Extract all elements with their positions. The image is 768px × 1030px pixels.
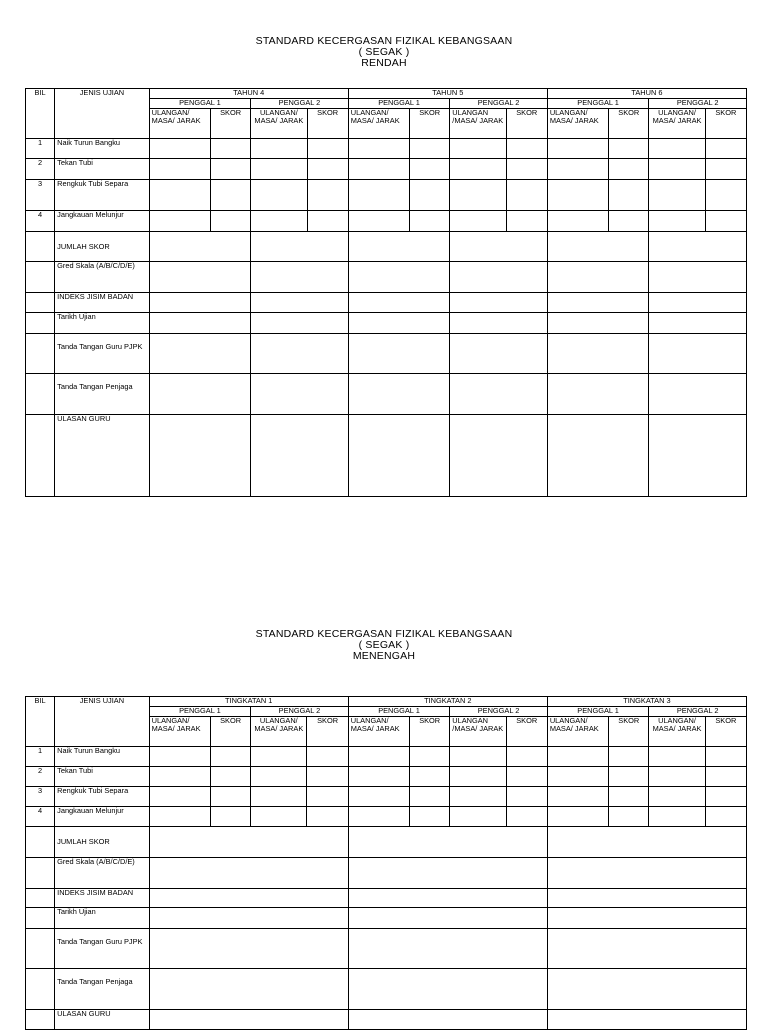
- entry-cell[interactable]: [149, 312, 251, 333]
- segak-table-rendah: [25, 88, 747, 497]
- entry-cell[interactable]: [705, 807, 746, 827]
- summary-label: Tanda Tangan Guru PJPK: [55, 929, 150, 969]
- entry-cell[interactable]: [348, 767, 409, 787]
- entry-cell[interactable]: [410, 787, 450, 807]
- penggal-header: PENGGAL 2: [251, 99, 349, 109]
- entry-cell[interactable]: [149, 767, 210, 787]
- entry-cell[interactable]: [410, 139, 450, 159]
- entry-cell[interactable]: [450, 262, 548, 293]
- table-row: [26, 827, 747, 858]
- skor-header: SKOR: [506, 109, 547, 139]
- entry-cell[interactable]: [307, 787, 348, 807]
- entry-cell[interactable]: [450, 807, 506, 827]
- skor-header: SKOR: [705, 717, 746, 747]
- entry-cell[interactable]: [149, 231, 251, 261]
- table-row: [26, 889, 747, 908]
- entry-cell[interactable]: [506, 179, 547, 210]
- entry-cell[interactable]: [251, 210, 307, 231]
- skor-header: SKOR: [211, 109, 251, 139]
- year-header: TAHUN 5: [348, 89, 547, 99]
- test-number: 3: [26, 787, 55, 807]
- penggal-header: PENGGAL 1: [348, 707, 450, 717]
- entry-cell[interactable]: [210, 747, 250, 767]
- col-bil-header: BIL: [26, 697, 55, 747]
- entry-cell[interactable]: [251, 231, 349, 261]
- entry-cell[interactable]: [450, 415, 548, 497]
- entry-cell[interactable]: [450, 139, 506, 159]
- table-row: [26, 179, 747, 210]
- entry-cell[interactable]: [251, 139, 307, 159]
- entry-cell[interactable]: [348, 415, 450, 497]
- entry-cell[interactable]: [450, 787, 506, 807]
- entry-cell[interactable]: [547, 1010, 746, 1030]
- entry-cell[interactable]: [547, 210, 608, 231]
- entry-cell[interactable]: [506, 767, 547, 787]
- form-subtitle: ( SEGAK ): [358, 639, 410, 651]
- skor-header: SKOR: [506, 717, 547, 747]
- table-row: [26, 787, 747, 807]
- entry-cell[interactable]: [348, 969, 547, 1010]
- entry-cell[interactable]: [705, 139, 746, 159]
- entry-cell[interactable]: [547, 415, 649, 497]
- entry-cell[interactable]: [609, 159, 649, 179]
- entry-cell[interactable]: [210, 787, 250, 807]
- entry-cell[interactable]: [348, 179, 409, 210]
- entry-cell[interactable]: [705, 179, 746, 210]
- form-title: STANDARD KECERGASAN FIZIKAL KEBANGSAAN: [255, 35, 513, 47]
- entry-cell[interactable]: [649, 787, 705, 807]
- entry-cell[interactable]: [251, 179, 307, 210]
- entry-cell[interactable]: [649, 210, 705, 231]
- test-number: 1: [26, 747, 55, 767]
- entry-cell[interactable]: [348, 827, 547, 858]
- entry-cell[interactable]: [149, 373, 251, 414]
- entry-cell[interactable]: [450, 373, 548, 414]
- penggal-header: PENGGAL 2: [450, 99, 548, 109]
- entry-cell[interactable]: [649, 767, 705, 787]
- entry-cell[interactable]: [348, 373, 450, 414]
- entry-cell[interactable]: [547, 767, 608, 787]
- entry-cell[interactable]: [506, 807, 547, 827]
- test-number: 4: [26, 807, 55, 827]
- skor-header: SKOR: [609, 717, 649, 747]
- title-block-rendah: [0, 36, 768, 69]
- entry-cell[interactable]: [348, 807, 409, 827]
- entry-cell[interactable]: [149, 807, 210, 827]
- entry-cell[interactable]: [251, 807, 307, 827]
- ulangan-header: ULANGAN/ MASA/ JARAK: [149, 717, 210, 747]
- summary-label: Gred Skala (A/B/C/D/E): [55, 858, 150, 889]
- entry-cell[interactable]: [348, 929, 547, 969]
- skor-header: SKOR: [410, 109, 450, 139]
- entry-cell[interactable]: [348, 787, 409, 807]
- entry-cell[interactable]: [547, 179, 608, 210]
- entry-cell[interactable]: [649, 231, 747, 261]
- test-number: 4: [26, 210, 55, 231]
- skor-header: SKOR: [410, 717, 450, 747]
- entry-cell[interactable]: [211, 139, 251, 159]
- entry-cell[interactable]: [609, 767, 649, 787]
- entry-cell[interactable]: [547, 969, 746, 1010]
- year-header: TINGKATAN 2: [348, 697, 547, 707]
- entry-cell[interactable]: [649, 159, 705, 179]
- ulangan-header: ULANGAN/ MASA/ JARAK: [149, 109, 210, 139]
- entry-cell[interactable]: [450, 159, 506, 179]
- entry-cell[interactable]: [149, 159, 210, 179]
- entry-cell[interactable]: [251, 262, 349, 293]
- summary-label: Gred Skala (A/B/C/D/E): [55, 262, 150, 293]
- summary-label: ULASAN GURU: [55, 1010, 150, 1030]
- entry-cell[interactable]: [149, 262, 251, 293]
- table-row: [26, 312, 747, 333]
- table-row: [26, 747, 747, 767]
- entry-cell[interactable]: [149, 333, 251, 373]
- entry-cell[interactable]: [307, 767, 348, 787]
- table-row: [26, 159, 747, 179]
- entry-cell[interactable]: [506, 787, 547, 807]
- entry-cell[interactable]: [348, 159, 409, 179]
- entry-cell[interactable]: [149, 929, 348, 969]
- penggal-header: PENGGAL 2: [251, 707, 349, 717]
- table-row: [26, 415, 747, 497]
- test-name: Rengkuk Tubi Separa: [55, 787, 150, 807]
- entry-cell[interactable]: [450, 179, 506, 210]
- entry-cell[interactable]: [348, 210, 409, 231]
- test-name: Naik Turun Bangku: [55, 747, 150, 767]
- col-jenis-ujian-header: JENIS UJIAN: [55, 89, 150, 139]
- table-row: [26, 1010, 747, 1030]
- entry-cell[interactable]: [547, 159, 608, 179]
- ulangan-header: ULANGAN/ MASA/ JARAK: [251, 109, 307, 139]
- entry-cell[interactable]: [649, 415, 747, 497]
- entry-cell[interactable]: [307, 747, 348, 767]
- test-name: Rengkuk Tubi Separa: [55, 179, 150, 210]
- table-row: [26, 293, 747, 312]
- penggal-header: PENGGAL 1: [149, 707, 251, 717]
- entry-cell[interactable]: [210, 807, 250, 827]
- entry-cell[interactable]: [649, 747, 705, 767]
- table-row: [26, 139, 747, 159]
- entry-cell[interactable]: [210, 767, 250, 787]
- penggal-header: PENGGAL 2: [450, 707, 548, 717]
- entry-cell[interactable]: [251, 415, 349, 497]
- summary-label: Tarikh Ujian: [55, 312, 150, 333]
- entry-cell[interactable]: [348, 293, 450, 312]
- penggal-header: PENGGAL 1: [547, 99, 649, 109]
- table-row: [26, 858, 747, 889]
- summary-label: INDEKS JISIM BADAN: [55, 889, 150, 908]
- entry-cell[interactable]: [547, 139, 608, 159]
- year-header: TAHUN 4: [149, 89, 348, 99]
- entry-cell[interactable]: [705, 159, 746, 179]
- entry-cell[interactable]: [149, 787, 210, 807]
- table-row: [26, 262, 747, 293]
- entry-cell[interactable]: [348, 312, 450, 333]
- entry-cell[interactable]: [410, 747, 450, 767]
- summary-label: Tanda Tangan Guru PJPK: [55, 333, 150, 373]
- penggal-header: PENGGAL 1: [348, 99, 450, 109]
- entry-cell[interactable]: [410, 767, 450, 787]
- entry-cell[interactable]: [251, 373, 349, 414]
- entry-cell[interactable]: [649, 312, 747, 333]
- table-row: [26, 929, 747, 969]
- entry-cell[interactable]: [649, 807, 705, 827]
- entry-cell[interactable]: [149, 827, 348, 858]
- entry-cell[interactable]: [410, 179, 450, 210]
- entry-cell[interactable]: [348, 889, 547, 908]
- table-row: [26, 231, 747, 261]
- entry-cell[interactable]: [348, 262, 450, 293]
- entry-cell[interactable]: [251, 787, 307, 807]
- entry-cell[interactable]: [450, 210, 506, 231]
- entry-cell[interactable]: [506, 159, 547, 179]
- entry-cell[interactable]: [149, 1010, 348, 1030]
- entry-cell[interactable]: [705, 767, 746, 787]
- entry-cell[interactable]: [211, 159, 251, 179]
- entry-cell[interactable]: [251, 312, 349, 333]
- entry-cell[interactable]: [348, 908, 547, 929]
- entry-cell[interactable]: [649, 293, 747, 312]
- summary-label: Tanda Tangan Penjaga: [55, 969, 150, 1010]
- entry-cell[interactable]: [149, 908, 348, 929]
- entry-cell[interactable]: [450, 293, 548, 312]
- table-row: [26, 333, 747, 373]
- entry-cell[interactable]: [609, 179, 649, 210]
- skor-header: SKOR: [307, 109, 348, 139]
- entry-cell[interactable]: [149, 889, 348, 908]
- entry-cell[interactable]: [705, 210, 746, 231]
- table-row: [26, 807, 747, 827]
- col-bil-header: BIL: [26, 89, 55, 139]
- entry-cell[interactable]: [506, 139, 547, 159]
- ulangan-header: ULANGAN /MASA/ JARAK: [450, 717, 506, 747]
- table-row: [26, 969, 747, 1010]
- entry-cell[interactable]: [307, 210, 348, 231]
- entry-cell[interactable]: [705, 787, 746, 807]
- summary-label: ULASAN GURU: [55, 415, 150, 497]
- test-name: Tekan Tubi: [55, 159, 150, 179]
- entry-cell[interactable]: [547, 889, 746, 908]
- ulangan-header: ULANGAN/ MASA/ JARAK: [547, 109, 608, 139]
- entry-cell[interactable]: [547, 858, 746, 889]
- entry-cell[interactable]: [450, 312, 548, 333]
- summary-label: Tarikh Ujian: [55, 908, 150, 929]
- col-jenis-ujian-header: JENIS UJIAN: [55, 697, 150, 747]
- entry-cell[interactable]: [450, 747, 506, 767]
- entry-cell[interactable]: [609, 210, 649, 231]
- entry-cell[interactable]: [149, 210, 210, 231]
- skor-header: SKOR: [307, 717, 348, 747]
- entry-cell[interactable]: [149, 179, 210, 210]
- entry-cell[interactable]: [649, 139, 705, 159]
- entry-cell[interactable]: [547, 787, 608, 807]
- test-name: Tekan Tubi: [55, 767, 150, 787]
- entry-cell[interactable]: [251, 747, 307, 767]
- entry-cell[interactable]: [307, 807, 348, 827]
- summary-label: INDEKS JISIM BADAN: [55, 293, 150, 312]
- entry-cell[interactable]: [609, 747, 649, 767]
- title-block-menengah: [0, 629, 768, 662]
- entry-cell[interactable]: [149, 747, 210, 767]
- entry-cell[interactable]: [149, 858, 348, 889]
- entry-cell[interactable]: [149, 415, 251, 497]
- test-name: Jangkauan Melunjur: [55, 807, 150, 827]
- test-name: Jangkauan Melunjur: [55, 210, 150, 231]
- form-subtitle: ( SEGAK ): [358, 46, 410, 58]
- ulangan-header: ULANGAN/ MASA/ JARAK: [649, 109, 705, 139]
- skor-header: SKOR: [210, 717, 250, 747]
- test-number: 2: [26, 159, 55, 179]
- entry-cell[interactable]: [547, 747, 608, 767]
- form-level: MENENGAH: [352, 650, 416, 662]
- table-row: [26, 373, 747, 414]
- entry-cell[interactable]: [547, 231, 649, 261]
- entry-cell[interactable]: [506, 747, 547, 767]
- entry-cell[interactable]: [649, 262, 747, 293]
- entry-cell[interactable]: [410, 159, 450, 179]
- entry-cell[interactable]: [410, 807, 450, 827]
- ulangan-header: ULANGAN/ MASA/ JARAK: [348, 717, 409, 747]
- entry-cell[interactable]: [211, 179, 251, 210]
- ulangan-header: ULANGAN/ MASA/ JARAK: [348, 109, 409, 139]
- entry-cell[interactable]: [705, 747, 746, 767]
- summary-label: JUMLAH SKOR: [55, 231, 150, 261]
- entry-cell[interactable]: [307, 139, 348, 159]
- ulangan-header: ULANGAN /MASA/ JARAK: [450, 109, 506, 139]
- entry-cell[interactable]: [348, 139, 409, 159]
- entry-cell[interactable]: [649, 373, 747, 414]
- segak-table-menengah: [25, 696, 747, 1030]
- entry-cell[interactable]: [547, 262, 649, 293]
- summary-label: Tanda Tangan Penjaga: [55, 373, 150, 414]
- ulangan-header: ULANGAN/ MASA/ JARAK: [649, 717, 705, 747]
- table-row: [26, 908, 747, 929]
- entry-cell[interactable]: [149, 293, 251, 312]
- form-title: STANDARD KECERGASAN FIZIKAL KEBANGSAAN: [255, 628, 513, 640]
- entry-cell[interactable]: [348, 1010, 547, 1030]
- entry-cell[interactable]: [450, 333, 548, 373]
- entry-cell[interactable]: [547, 908, 746, 929]
- year-header: TINGKATAN 3: [547, 697, 746, 707]
- entry-cell[interactable]: [547, 293, 649, 312]
- entry-cell[interactable]: [649, 333, 747, 373]
- penggal-header: PENGGAL 1: [149, 99, 251, 109]
- test-number: 3: [26, 179, 55, 210]
- entry-cell[interactable]: [609, 807, 649, 827]
- table-row: [26, 210, 747, 231]
- entry-cell[interactable]: [547, 827, 746, 858]
- test-name: Naik Turun Bangku: [55, 139, 150, 159]
- test-number: 1: [26, 139, 55, 159]
- entry-cell[interactable]: [410, 210, 450, 231]
- entry-cell[interactable]: [307, 179, 348, 210]
- skor-header: SKOR: [609, 109, 649, 139]
- penggal-header: PENGGAL 2: [649, 99, 747, 109]
- entry-cell[interactable]: [547, 333, 649, 373]
- entry-cell[interactable]: [547, 373, 649, 414]
- ulangan-header: ULANGAN/ MASA/ JARAK: [251, 717, 307, 747]
- test-number: 2: [26, 767, 55, 787]
- entry-cell[interactable]: [450, 231, 548, 261]
- table-row: [26, 767, 747, 787]
- entry-cell[interactable]: [348, 333, 450, 373]
- entry-cell[interactable]: [149, 969, 348, 1010]
- entry-cell[interactable]: [450, 767, 506, 787]
- entry-cell[interactable]: [251, 293, 349, 312]
- entry-cell[interactable]: [609, 139, 649, 159]
- entry-cell[interactable]: [348, 747, 409, 767]
- entry-cell[interactable]: [649, 179, 705, 210]
- entry-cell[interactable]: [348, 231, 450, 261]
- entry-cell[interactable]: [609, 787, 649, 807]
- penggal-header: PENGGAL 2: [649, 707, 747, 717]
- entry-cell[interactable]: [307, 159, 348, 179]
- penggal-header: PENGGAL 1: [547, 707, 649, 717]
- entry-cell[interactable]: [251, 767, 307, 787]
- entry-cell[interactable]: [547, 807, 608, 827]
- entry-cell[interactable]: [251, 333, 349, 373]
- ulangan-header: ULANGAN/ MASA/ JARAK: [547, 717, 608, 747]
- year-header: TINGKATAN 1: [149, 697, 348, 707]
- summary-label: JUMLAH SKOR: [55, 827, 150, 858]
- entry-cell[interactable]: [547, 929, 746, 969]
- entry-cell[interactable]: [506, 210, 547, 231]
- entry-cell[interactable]: [251, 159, 307, 179]
- entry-cell[interactable]: [149, 139, 210, 159]
- year-header: TAHUN 6: [547, 89, 746, 99]
- entry-cell[interactable]: [348, 858, 547, 889]
- skor-header: SKOR: [705, 109, 746, 139]
- entry-cell[interactable]: [211, 210, 251, 231]
- form-level: RENDAH: [361, 57, 407, 69]
- entry-cell[interactable]: [547, 312, 649, 333]
